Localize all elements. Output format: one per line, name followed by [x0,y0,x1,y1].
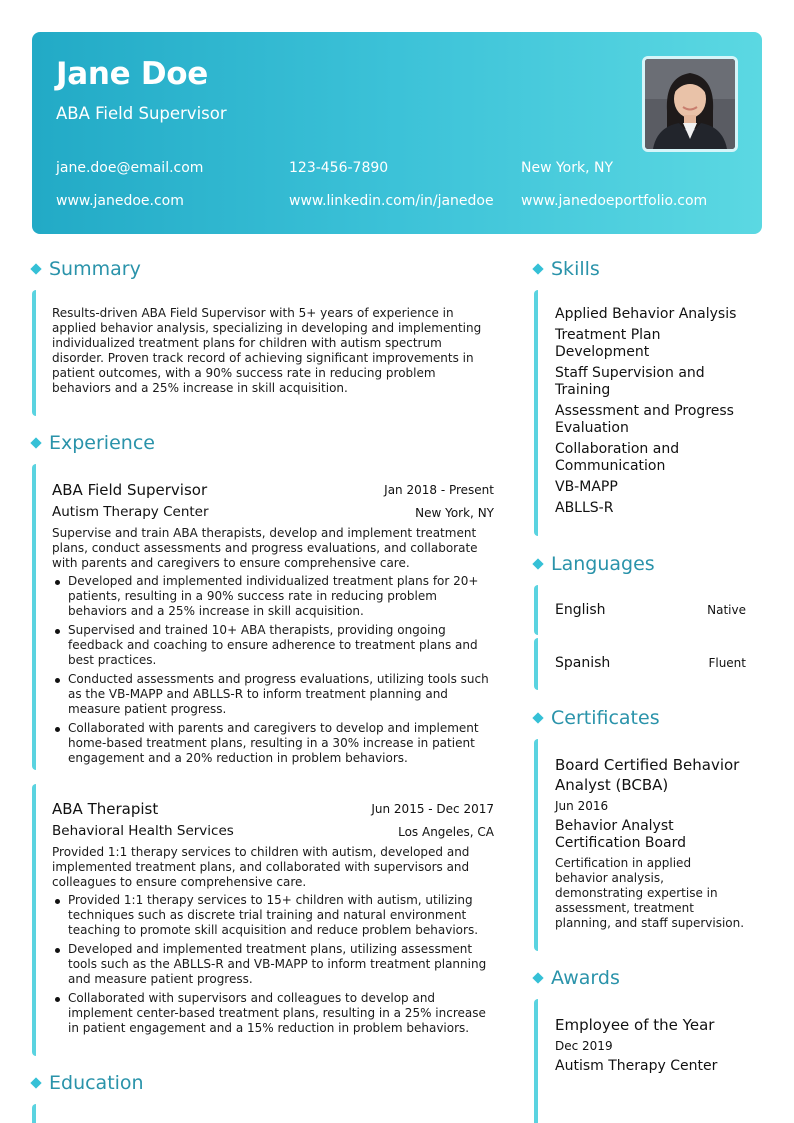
contact-linkedin[interactable]: www.linkedin.com/in/janedoe [289,193,494,209]
list-item: Supervised and trained 10+ ABA therapists, providing ongoing feedback and coaching to ensure adherence to treatment plans and best practices. [52,623,492,668]
awards-heading [534,967,620,989]
contact-portfolio[interactable]: www.janedoeportfolio.com [521,193,708,209]
certificate-date: Jun 2016 [555,799,609,813]
diamond-icon [532,558,543,569]
skills-heading-text: Skills [551,258,600,280]
job-1-location: New York, NY [415,506,494,520]
list-item: Conducted assessments and progress evaluations, utilizing tools such as the VB-MAPP and ABLLS-R to inform treatment planning and measure patient progress. [52,672,492,717]
skills-accent-bar [534,290,538,536]
diamond-icon [30,437,41,448]
summary-heading-text: Summary [49,258,141,280]
skill-item: Treatment Plan Development [555,327,661,360]
resume-header [32,32,762,234]
candidate-name: Jane Doe [56,56,208,92]
list-item: Developed and implemented individualized treatment plans for 20+ patients, resulting in a 90% success rate in reducing problem behaviors and a 25% increase in skill acquisition. [52,574,492,619]
job-2-accent-bar [32,784,36,1056]
skill-item: VB-MAPP [555,479,618,495]
language-1-accent-bar [534,585,538,635]
job-2-company: Behavioral Health Services [52,823,234,839]
job-2-description: Provided 1:1 therapy services to children with autism, developed and implemented treatment plans, and collaborated with supervisors and colleagues to ensure comprehensive care. [52,845,470,889]
diamond-icon [532,263,543,274]
experience-heading-text: Experience [49,432,155,454]
languages-heading [534,553,655,575]
experience-heading [32,432,155,454]
languages-heading-text: Languages [551,553,655,575]
diamond-icon [30,263,41,274]
skill-item: ABLLS-R [555,500,614,516]
education-accent-bar [32,1104,36,1123]
job-1-company: Autism Therapy Center [52,504,209,520]
candidate-role: ABA Field Supervisor [56,104,227,123]
job-1-bullets [52,574,492,770]
language-name: English [555,602,606,618]
job-1-accent-bar [32,464,36,770]
certificates-heading [534,707,660,729]
skill-item: Applied Behavior Analysis [555,306,737,322]
summary-heading [32,258,141,280]
list-item: Provided 1:1 therapy services to 15+ children with autism, utilizing techniques such as discrete trial training and natural environment teaching to promote skill acquisition and reduce problem behaviors. [52,893,492,938]
contact-location: New York, NY [521,160,614,176]
certificate-description: Certification in applied behavior analysis, demonstrating expertise in assessment, treatment planning, and staff supervision. [555,856,745,930]
skills-heading [534,258,600,280]
language-2-accent-bar [534,638,538,690]
diamond-icon [30,1077,41,1088]
job-2-location: Los Angeles, CA [398,825,494,839]
certificate-name: Board Certified Behavior Analyst (BCBA) [555,756,740,794]
contact-phone[interactable]: 123-456-7890 [289,160,389,176]
certificates-heading-text: Certificates [551,707,660,729]
contact-email[interactable]: jane.doe@email.com [56,160,204,176]
summary-text: Results-driven ABA Field Supervisor with 5+ years of experience in applied behavior analysis, specializing in developing and implementing individualized treatment plans for children with autism spectrum disorder. Proven track record of achieving significant improvements in patient outcomes, with a 90% success rate in reducing problem behaviors and a 25% increase in skill acquisition. [52,306,482,395]
job-1-dates: Jan 2018 - Present [384,483,494,497]
job-2-title: ABA Therapist [52,800,159,818]
job-1-description: Supervise and train ABA therapists, develop and implement treatment plans, conduct assessments and progress evaluations, and collaborate with parents and caregivers to ensure comprehensive care. [52,526,478,570]
avatar-portrait-icon [645,59,735,149]
list-item: Collaborated with supervisors and colleagues to develop and implement center-based treatment plans, resulting in a 25% increase in patient engagement and a 15% reduction in problem behaviors. [52,991,492,1036]
education-heading [32,1072,144,1094]
certificate-issuer: Behavior Analyst Certification Board [555,818,687,851]
list-item: Developed and implemented treatment plans, utilizing assessment tools such as the ABLLS-R and VB-MAPP to inform treatment planning and measure patient progress. [52,942,492,987]
job-2-bullets [52,893,492,1040]
profile-photo [642,56,738,152]
contact-website[interactable]: www.janedoe.com [56,193,184,209]
job-1-title: ABA Field Supervisor [52,481,208,499]
skill-item: Staff Supervision and Training [555,365,705,398]
skill-item: Assessment and Progress Evaluation [555,403,734,436]
award-issuer: Autism Therapy Center [555,1058,718,1074]
summary-accent-bar [32,290,36,416]
list-item: Collaborated with parents and caregivers to develop and implement home-based treatment plans, resulting in a 30% increase in patient engagement and a 20% reduction in problem behaviors. [52,721,492,766]
language-level: Fluent [708,656,746,670]
language-level: Native [707,603,746,617]
education-heading-text: Education [49,1072,144,1094]
diamond-icon [532,972,543,983]
award-accent-bar [534,999,538,1123]
diamond-icon [532,712,543,723]
certificate-accent-bar [534,739,538,951]
job-2-dates: Jun 2015 - Dec 2017 [371,802,494,816]
skill-item: Collaboration and Communication [555,441,680,474]
awards-heading-text: Awards [551,967,620,989]
award-name: Employee of the Year [555,1016,715,1034]
award-date: Dec 2019 [555,1039,613,1053]
language-name: Spanish [555,655,611,671]
